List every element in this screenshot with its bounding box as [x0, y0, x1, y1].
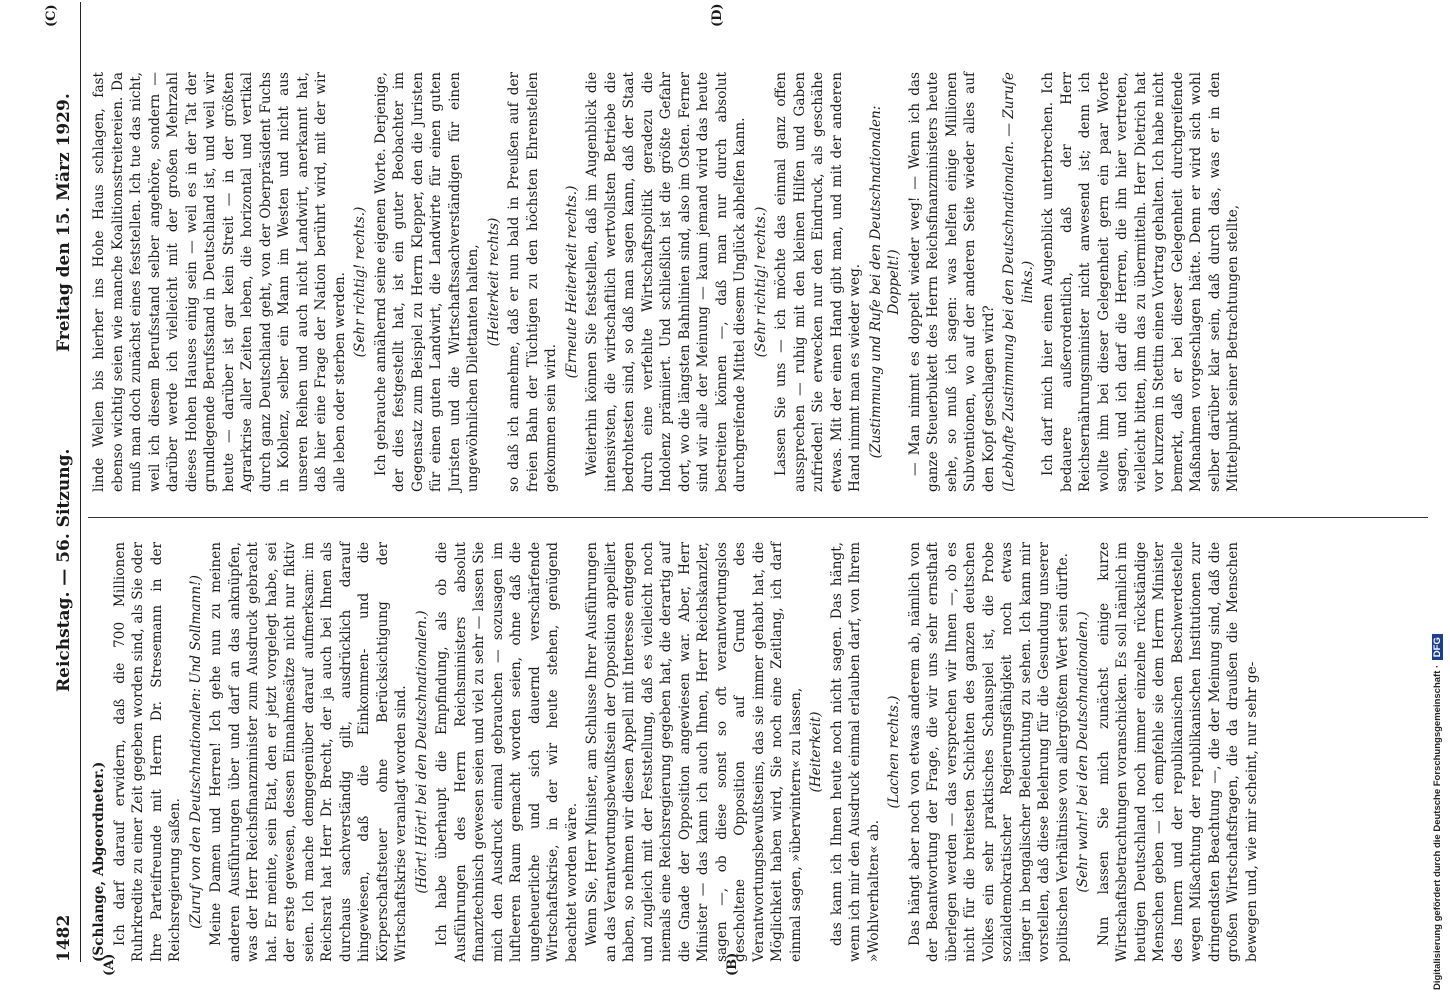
digitization-credit: Digitalisierung gefördert durch die Deutsche Forschungsgemeinschaft · DFG: [1404, 0, 1434, 1000]
credit-text: Digitalisierung gefördert durch die Deutsche Forschungsgemeinschaft: [1432, 670, 1443, 990]
paragraph: Das hängt aber noch von etwas anderem ab, nämlich von der Beantwortung der Frage, die wir uns sehr ernsthaft überlegen werden — das versprechen wir Ihnen —, ob es nicht für die breitesten Schichten des ganzen deutschen Volkes ein sehr praktisches Schauspiel ist, die Probe sozialdemokratischer Regierungsfähigkeit noch etwas länger in bengalischer Beleuchtung zu sehen. Ich kann mir vorstellen, daß diese Belehrung für die Gesundung unserer politischen Verhältnisse von allergrößtem Wert sein dürfte.: [906, 542, 1071, 962]
dfg-logo: DFG: [1432, 634, 1443, 660]
paragraph: Ich gebrauche annähernd seine eigenen Worte. Derjenige, der dies festgestellt hat, ist ein guter Beobachter im Gegensatz zum Beispiel zu Herrn Klepper, den die Juristen für einen guten Landwirt, die Landwirte für einen guten Juristen und die Wirtschaftssachverständigen für einen ungewöhnlichen Dilettanten halten,: [372, 72, 481, 492]
paragraph: Ich darf mich hier einen Augenblick unterbrechen. Ich bedauere außerordentlich, daß der Herr Reichsernährungsminister nicht anwesend ist; denn ich wollte ihm bei dieser Gelegenheit gern ein paar Worte sagen, und ich darf die Herren, die ihn hier vertreten, vielleicht bitten, ihm das zu übermitteln. Herr Dietrich hat vor kurzem in Stettin einen Vortrag gehalten. Ich habe nicht bemerkt, daß er bei dieser Gelegenheit durchgreifende Maßnahmen vorgeschlagen hätte. Denn er wird sich wohl selber darüber klar sein, daß durch das, was er in den Mittelpunkt seiner Betrachtungen stellte,: [1040, 72, 1241, 492]
margin-marker-c: (C): [44, 4, 59, 27]
paragraph: linde Wellen bis hierher ins Hohe Haus schlagen, fast ebenso wichtig seien wie manche Koalitionsstreitereien. Da muß man doch zunächst eines feststellen. Ich tue das nicht, weil ich diesem Berufsstand selber angehöre, sondern — darüber werde ich vielleicht mit der großen Mehrzahl dieses Hohen Hauses einig sein — weil es in der Tat der grundlegende Berufsstand in Deutschland ist, und weil wir heute — darüber ist gar kein Streit — in der größten Agrarkrise aller Zeiten leben, die horizontal und vertikal durch ganz Deutschland geht, von der Oberpräsident Fuchs in Koblenz, selber ein Mann im Westen und nicht aus unseren Reihen und auch nicht Landwirt, anerkannt hat, daß hier eine Frage der Nation berührt wird, mit der wir alle leben oder sterben werden.: [91, 72, 348, 492]
interjection: (Sehr wahr! bei den Deutschnationalen.): [1075, 611, 1091, 893]
column-divider: [88, 517, 1428, 518]
paragraph: Meine Damen und Herren! Ich gehe nun zu meinen anderen Ausführungen über und darf an das anknüpfen, was der Herr Reichsfinanzminister zum Ausdruck gebracht hat. Er meinte, sein Etat, den er jetzt vorgelegt habe, sei der erste gewesen, dessen Einnahmesätze nicht nur fiktiv seien. Ich mache demgegenüber darauf aufmerksam: im Reichsrat hat Herr Dr. Brecht, der ja auch bei Ihnen als durchaus sachverständig gilt, ausdrücklich darauf hingewiesen, daß die Einkommen- und die Körperschaftsteuer ohne Berücksichtigung der Wirtschaftskrise veranlagt worden sind.: [208, 542, 409, 962]
interjection: (Heiterkeit rechts): [485, 217, 502, 347]
interjection: (Sehr richtig! rechts.): [352, 206, 368, 358]
paragraph: Lassen Sie uns — ich möchte das einmal ganz offen aussprechen — ruhig mit den kleinen Hilfen und Gaben zufrieden! Sie erwecken nur den Eindruck, als geschähe etwas. Mit der einen Hand gibt man, und mit der anderen Hand nimmt man es wieder weg.: [773, 72, 863, 492]
paragraph: Weiterhin können Sie feststellen, daß im Augenblick die intensivsten, die wirtschaftlich wertvollsten Betriebe die bedrohtesten sind, so daß man sagen kann, daß der Staat durch eine verfehlte Wirtschaftspolitik geradezu die Indolenz prämiiert. Und schließlich ist die größte Gefahr dort, wo die längsten Bahnlinien sind, also im Osten. Ferner sind wir alle der Meinung — kaum jemand wird das heute bestreiten können —, daß man nur durch absolut durchgreifende Mittel diesem Unglück abhelfen kann.: [584, 72, 748, 492]
page-header: [50, 2, 81, 962]
paragraph: (Schlange, Abgeordneter.): [91, 761, 107, 962]
header-session: Reichstag. — 56. Sitzung.: [54, 448, 74, 692]
paragraph: Ich darf darauf erwidern, daß die 700 Millionen Ruhrkredite zu einer Zeit gegeben worden sind, als Sie oder Ihre Parteifreunde mit Herrn Dr. Stresemann in der Reichsregierung saßen.: [111, 542, 183, 962]
header-date: Freitag den 15. März 1929.: [54, 93, 74, 352]
margin-marker-b: (B): [725, 952, 740, 976]
paragraph: so daß ich annehme, daß er nun bald in Preußen auf der freien Bahn der Tüchtigen zu den höchsten Ehrenstellen gekommen sein wird.: [506, 72, 559, 492]
interjection: (Lebhafte Zustimmung bei den Deutschnationalen. — Zurufe links.): [1001, 72, 1036, 492]
paragraph: Nun lassen Sie mich zunächst einige kurze Wirtschaftsbetrachtungen voranschicken. Es soll nämlich im heutigen Deutschland noch immer einzelne rückständige Menschen geben — ich empfehle sie dem Herrn Minister des Innern und der republikanischen Beschwerdestelle wegen Mißachtung der republikanischen Institutionen zur dringendsten Beachtung —, die der Meinung sind, daß die großen Wirtschaftsfragen, die da draußen die Menschen bewegen und, wie mir scheint, nur sehr ge-: [1095, 542, 1260, 962]
margin-marker-a: (A): [102, 953, 117, 976]
margin-marker-d: (D): [710, 3, 725, 27]
interjection: (Hört! Hört! bei den Deutschnationalen.): [413, 610, 430, 894]
paragraph: — Man nimmt es doppelt wieder weg! — Wenn ich das ganze Steuerbukett des Herrn Reichsfinanzministers heute sehe, so muß ich sagen: was helfen einige Millionen Subventionen, wo auf der anderen Seite wieder alles auf den Kopf geschlagen wird?: [906, 72, 997, 492]
page-number: 1482: [54, 914, 74, 962]
text-column-left: [90, 542, 1430, 962]
paragraph: das kann ich Ihnen heute noch nicht sagen. Das hängt, wenn ich mir den Ausdruck einmal erlauben darf, von Ihrem »Wohlverhalten« ab.: [828, 542, 882, 962]
paragraph: Ich habe überhaupt die Empfindung, als ob die Ausführungen des Herrn Reichsministers absolut finanztechnisch gewesen seien und viel zu sehr — lassen Sie mich den Ausdruck einmal gebrauchen — sozusagen im luftleeren Raum gemacht worden seien, ohne daß die ungeheuerliche und sich dauernd verschärfende Wirtschaftskrise, in der wir heute stehen, genügend beachtet worden wäre.: [434, 542, 580, 962]
paragraph: Wenn Sie, Herr Minister, am Schlusse Ihrer Ausführungen an das Verantwortungsbewußtsein der Opposition appelliert haben, so nehmen wir diesen Appell mit Interesse entgegen und zugleich mit der Feststellung, daß es vielleicht noch niemals eine Reichsregierung gegeben hat, die derartig auf die Gnade der Opposition angewiesen war. Aber, Herr Minister — das kann ich auch Ihnen, Herr Reichskanzler, sagen —, ob diese sonst so oft verantwortungslos gescholtene Opposition auf Grund des Verantwortungsbewußtseins, das sie immer gehabt hat, die Möglichkeit haben wird, Sie noch eine Zeitlang, ich darf einmal sagen, »überwintern« zu lassen,: [584, 542, 804, 962]
interjection: (Zustimmung und Rufe bei den Deutschnationalen: Doppelt!): [867, 105, 902, 459]
interjection: (Sehr richtig! rechts.): [752, 206, 769, 358]
interjection: (Zuruf von den Deutschnationalen: Und Sollmann!): [187, 575, 204, 929]
text-column-right: [90, 72, 1430, 492]
interjection: (Erneute Heiterkeit rechts.): [563, 185, 580, 379]
interjection: (Heiterkeit): [808, 711, 824, 793]
interjection: (Lachen rechts.): [886, 695, 902, 809]
newspaper-page: [44, 2, 1450, 976]
